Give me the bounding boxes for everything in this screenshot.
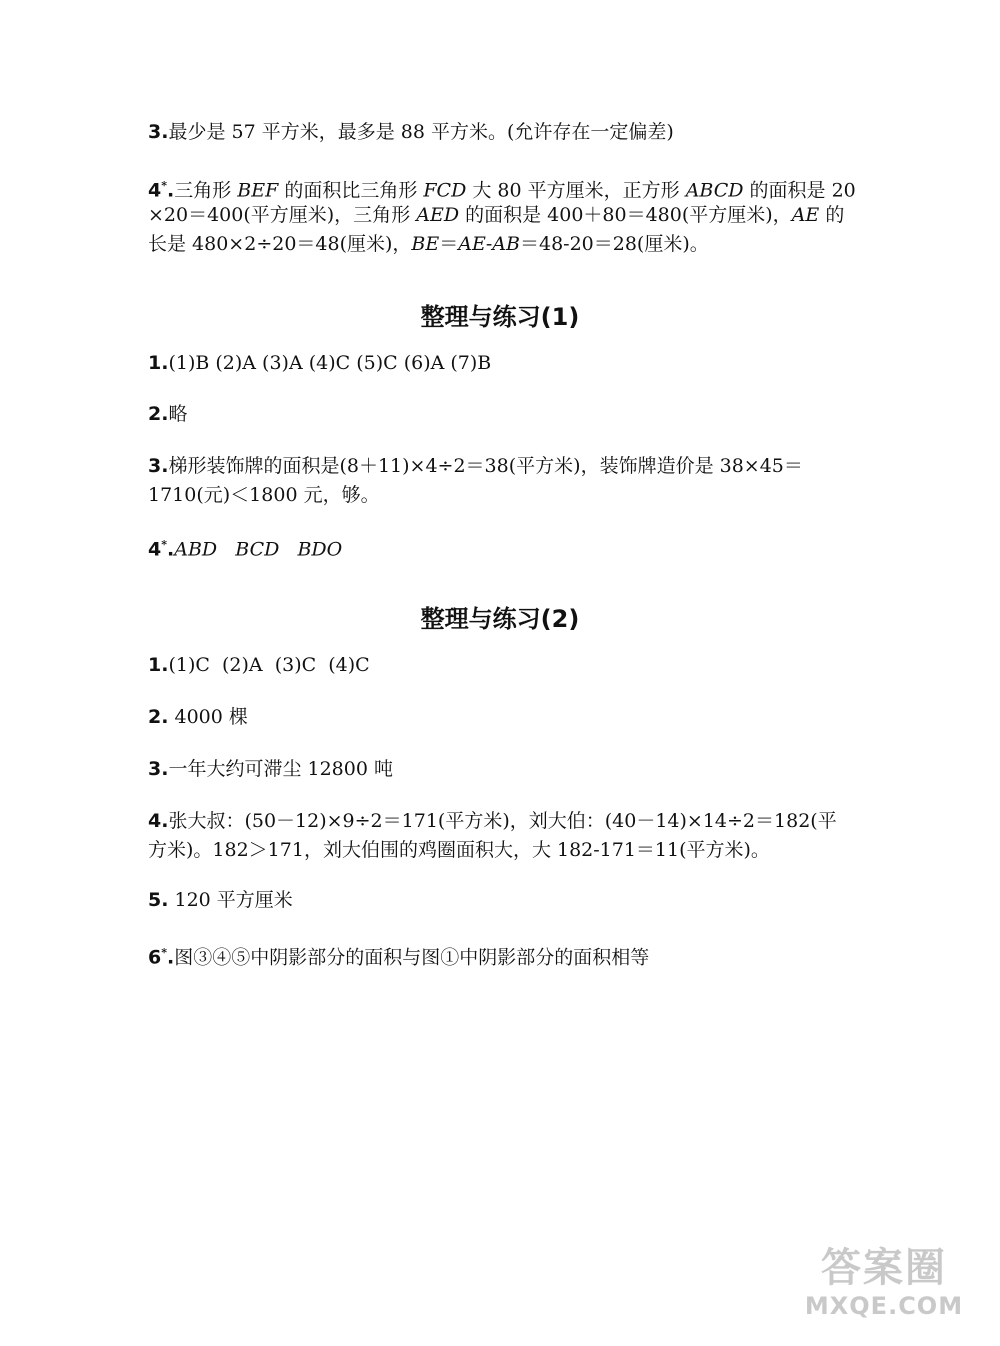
answer-3: 3.最少是 57 平方米，最多是 88 平方米。(允许存在一定偏差) (148, 121, 674, 143)
s1-answer-4: 4*.ABD BCD BDO (148, 538, 343, 561)
answer-4-line-3: 长是 480×2÷20＝48(厘米)，BE＝AE-AB＝48-20＝28(厘米)。 (148, 233, 709, 255)
s2-answer-4-line-2: 方米)。182＞171，刘大伯围的鸡圈面积大，大 182-171＝11(平方米)。 (148, 839, 770, 861)
section-1-title: 整理与练习(1) (420, 303, 580, 331)
section-2-title: 整理与练习(2) (420, 605, 580, 633)
site-watermark (794, 1244, 974, 1328)
watermark-url: MXQE.COM (804, 1292, 964, 1320)
s1-answer-3-line-1: 3.梯形装饰牌的面积是(8＋11)×4÷2＝38(平方米)，装饰牌造价是 38×45＝ (148, 455, 803, 477)
s1-answer-3-line-2: 1710(元)＜1800 元，够。 (148, 484, 380, 506)
answer-4-line-1: 4*.三角形 BEF 的面积比三角形 FCD 大 80 平方厘米，正方形 ABCD 的面积是 20 (148, 179, 856, 202)
watermark-logo-text: 答案圈 (821, 1245, 947, 1291)
s2-answer-6: 6*.图③④⑤中阴影部分的面积与图①中阴影部分的面积相等 (148, 946, 650, 969)
answer-4-line-2: ×20＝400(平方厘米)，三角形 AED 的面积是 400＋80＝480(平方厘米)，AE 的 (148, 204, 845, 226)
s2-answer-5: 5. 120 平方厘米 (148, 889, 293, 911)
s2-answer-2: 2. 4000 棵 (148, 706, 248, 728)
s2-answer-1: 1.(1)C (2)A (3)C (4)C (148, 654, 370, 676)
s2-answer-3: 3.一年大约可滞尘 12800 吨 (148, 758, 393, 780)
s1-answer-1: 1.(1)B (2)A (3)A (4)C (5)C (6)A (7)B (148, 352, 492, 374)
s2-answer-4-line-1: 4.张大叔：(50－12)×9÷2＝171(平方米)，刘大伯：(40－14)×14÷2＝182(平 (148, 810, 837, 832)
s1-answer-2: 2.略 (148, 403, 188, 425)
